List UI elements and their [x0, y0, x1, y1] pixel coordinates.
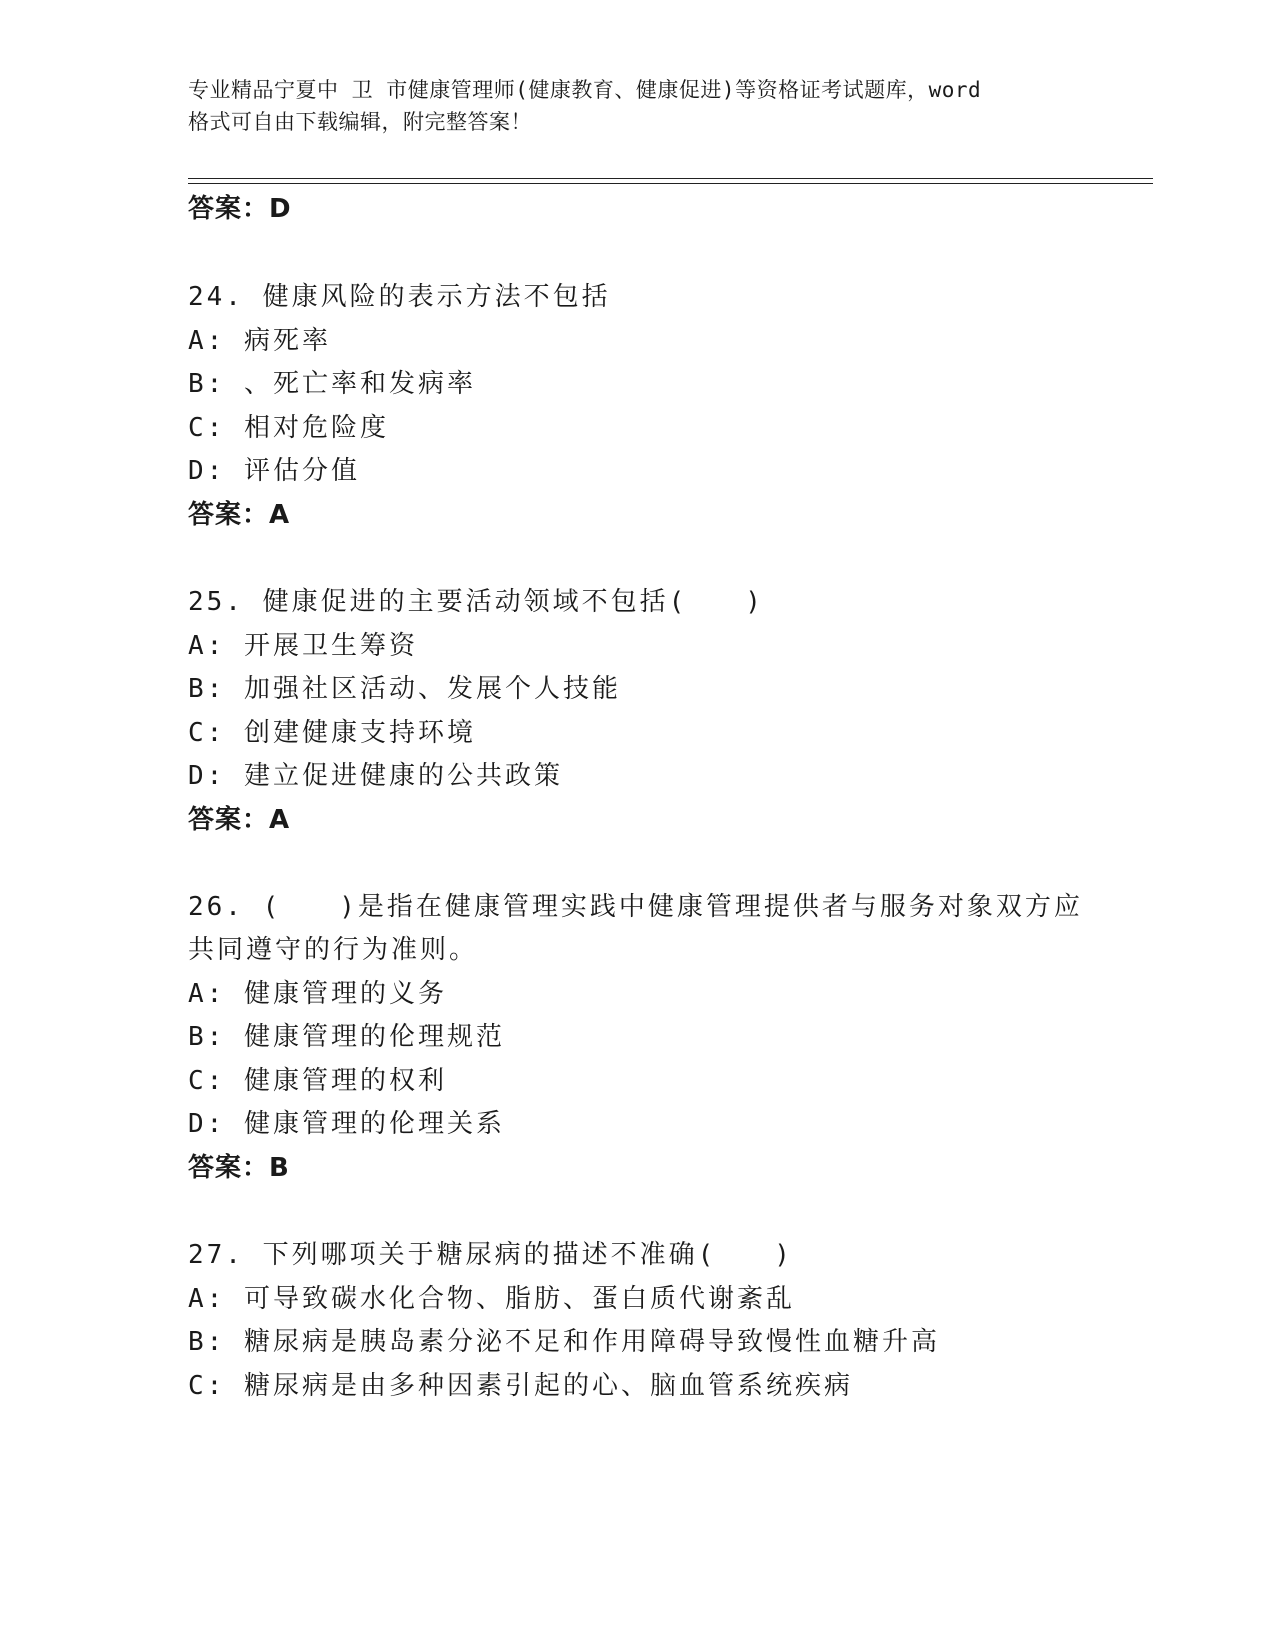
document-header — [188, 74, 1088, 138]
question-26-option-d: D: 健康管理的伦理关系 — [188, 1109, 505, 1139]
question-25-option-a: A: 开展卫生筹资 — [188, 631, 418, 661]
question-24-option-d: D: 评估分值 — [188, 456, 360, 486]
header-line-1: 专业精品宁夏中 卫 市健康管理师(健康教育、健康促进)等资格证考试题库，word — [188, 78, 982, 102]
question-26-stem-line-2: 共同遵守的行为准则。 — [188, 935, 479, 965]
question-27-option-a: A: 可导致碳水化合物、脂肪、蛋白质代谢紊乱 — [188, 1284, 795, 1314]
question-26-option-c: C: 健康管理的权利 — [188, 1066, 447, 1096]
question-25-option-b: B: 加强社区活动、发展个人技能 — [188, 674, 621, 704]
question-24-stem: 24. 健康风险的表示方法不包括 — [188, 282, 611, 312]
question-26-option-b: B: 健康管理的伦理规范 — [188, 1022, 505, 1052]
question-27-stem: 27. 下列哪项关于糖尿病的描述不准确( ) — [188, 1240, 793, 1270]
question-24-option-a: A: 病死率 — [188, 326, 331, 356]
question-24-option-c: C: 相对危险度 — [188, 413, 389, 443]
header-line-2: 格式可自由下载编辑，附完整答案！ — [188, 110, 532, 134]
previous-answer: 答案：D — [188, 194, 292, 224]
header-divider-top — [188, 178, 1153, 179]
question-24-option-b: B: 、死亡率和发病率 — [188, 369, 476, 399]
question-26-stem-line-1: 26. ( )是指在健康管理实践中健康管理提供者与服务对象双方应 — [188, 892, 1083, 922]
question-25-option-d: D: 建立促进健康的公共政策 — [188, 761, 563, 791]
question-24-answer: 答案：A — [188, 500, 291, 530]
header-divider-bottom — [188, 183, 1153, 184]
question-27-option-c: C: 糖尿病是由多种因素引起的心、脑血管系统疾病 — [188, 1371, 853, 1401]
question-27-option-b: B: 糖尿病是胰岛素分泌不足和作用障碍导致慢性血糖升高 — [188, 1327, 940, 1357]
question-25-answer: 答案：A — [188, 805, 291, 835]
question-26-answer: 答案：B — [188, 1153, 290, 1183]
question-26-option-a: A: 健康管理的义务 — [188, 979, 447, 1009]
question-25-option-c: C: 创建健康支持环境 — [188, 718, 476, 748]
question-25-stem: 25. 健康促进的主要活动领域不包括( ) — [188, 587, 764, 617]
